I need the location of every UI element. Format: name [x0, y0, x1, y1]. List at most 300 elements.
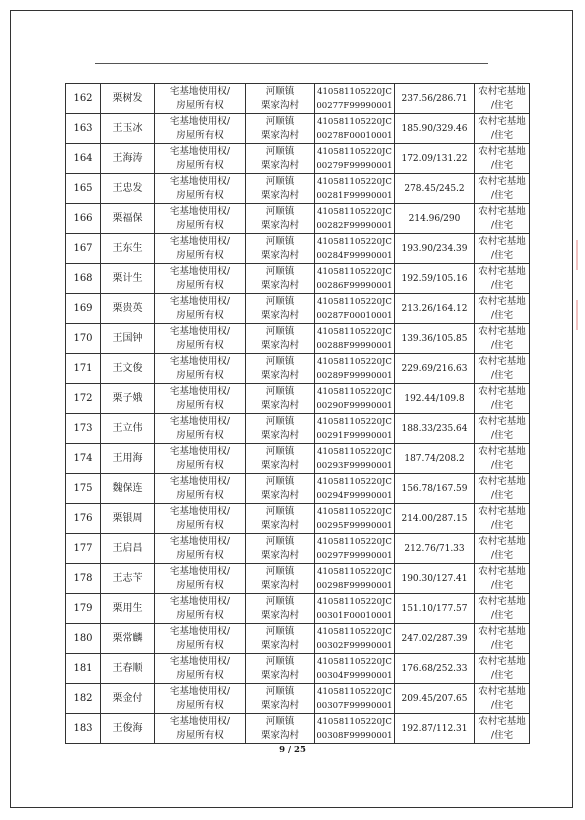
area-cell: 247.02/287.39	[395, 624, 475, 654]
usage-cell-line: 农村宅基地	[478, 115, 526, 127]
table-row	[66, 624, 530, 654]
usage-cell	[475, 174, 530, 204]
table-row	[66, 474, 530, 504]
unit-code-cell-line: 410581105220JC	[317, 506, 392, 517]
right-type-cell	[155, 564, 246, 594]
right-type-cell	[155, 504, 246, 534]
usage-cell-line: /住宅	[490, 519, 514, 531]
unit-code-cell-line: 410581105220JC	[317, 596, 392, 607]
right-type-cell-line: 宅基地使用权/	[169, 475, 231, 487]
unit-code-cell	[315, 324, 395, 354]
location-cell-line: 河顺镇	[265, 295, 295, 307]
unit-code-cell-line: 410581105220JC	[317, 116, 392, 127]
unit-code-cell	[315, 234, 395, 264]
usage-cell-line: /住宅	[490, 609, 514, 621]
usage-cell	[475, 444, 530, 474]
usage-cell	[475, 234, 530, 264]
area-cell: 209.45/207.65	[395, 684, 475, 714]
unit-code-cell-line: 00297F99990001	[316, 550, 393, 561]
right-type-cell-line: 宅基地使用权/	[169, 655, 231, 667]
usage-cell	[475, 324, 530, 354]
location-cell-line: 栗家沟村	[260, 489, 299, 501]
unit-code-cell-line: 410581105220JC	[317, 386, 392, 397]
usage-cell-line: 农村宅基地	[478, 85, 526, 97]
usage-cell-line: 农村宅基地	[478, 625, 526, 637]
unit-code-cell	[315, 714, 395, 744]
unit-code-cell-line: 00287F00010001	[316, 310, 393, 321]
right-type-cell-line: 房屋所有权	[176, 489, 224, 501]
row-number-cell: 172	[66, 384, 101, 414]
right-type-cell	[155, 114, 246, 144]
area-cell: 139.36/105.85	[395, 324, 475, 354]
location-cell-line: 河顺镇	[265, 385, 295, 397]
location-cell-line: 河顺镇	[265, 655, 295, 667]
right-type-cell-line: 房屋所有权	[176, 549, 224, 561]
unit-code-cell-line: 00286F99990001	[316, 280, 393, 291]
table-row	[66, 444, 530, 474]
unit-code-cell-line: 410581105220JC	[317, 476, 392, 487]
right-type-cell-line: 宅基地使用权/	[169, 145, 231, 157]
location-cell-line: 河顺镇	[265, 145, 295, 157]
right-type-cell-line: 房屋所有权	[176, 729, 224, 741]
location-cell	[246, 354, 315, 384]
unit-code-cell	[315, 264, 395, 294]
unit-code-cell-line: 410581105220JC	[317, 146, 392, 157]
usage-cell-line: /住宅	[490, 219, 514, 231]
location-cell-line: 栗家沟村	[260, 129, 299, 141]
table-row	[66, 204, 530, 234]
right-type-cell	[155, 174, 246, 204]
table-row	[66, 654, 530, 684]
row-number-cell: 181	[66, 654, 101, 684]
usage-cell-line: 农村宅基地	[478, 535, 526, 547]
usage-cell-line: /住宅	[490, 669, 514, 681]
location-cell-line: 河顺镇	[265, 325, 295, 337]
right-type-cell-line: 宅基地使用权/	[169, 355, 231, 367]
location-cell-line: 河顺镇	[265, 715, 295, 727]
right-type-cell	[155, 84, 246, 114]
right-type-cell-line: 房屋所有权	[176, 639, 224, 651]
location-cell-line: 栗家沟村	[260, 609, 299, 621]
right-type-cell-line: 宅基地使用权/	[169, 205, 231, 217]
usage-cell-line: /住宅	[490, 189, 514, 201]
unit-code-cell	[315, 414, 395, 444]
right-type-cell	[155, 324, 246, 354]
row-number-cell: 167	[66, 234, 101, 264]
location-cell	[246, 324, 315, 354]
unit-code-cell	[315, 114, 395, 144]
location-cell	[246, 204, 315, 234]
unit-code-cell-line: 00288F99990001	[316, 340, 393, 351]
usage-cell-line: 农村宅基地	[478, 355, 526, 367]
right-type-cell	[155, 264, 246, 294]
unit-code-cell	[315, 684, 395, 714]
unit-code-cell-line: 410581105220JC	[317, 536, 392, 547]
usage-cell-line: 农村宅基地	[478, 325, 526, 337]
location-cell	[246, 534, 315, 564]
unit-code-cell	[315, 624, 395, 654]
usage-cell-line: 农村宅基地	[478, 505, 526, 517]
usage-cell-line: /住宅	[490, 249, 514, 261]
owner-name-cell: 栗计生	[101, 264, 155, 294]
right-type-cell-line: 宅基地使用权/	[169, 625, 231, 637]
row-number-cell: 168	[66, 264, 101, 294]
right-type-cell	[155, 654, 246, 684]
usage-cell-line: /住宅	[490, 489, 514, 501]
area-cell: 188.33/235.64	[395, 414, 475, 444]
location-cell-line: 河顺镇	[265, 445, 295, 457]
location-cell-line: 栗家沟村	[260, 729, 299, 741]
usage-cell	[475, 114, 530, 144]
location-cell-line: 河顺镇	[265, 265, 295, 277]
usage-cell-line: /住宅	[490, 639, 514, 651]
owner-name-cell: 栗银周	[101, 504, 155, 534]
right-type-cell-line: 宅基地使用权/	[169, 535, 231, 547]
area-cell: 278.45/245.2	[395, 174, 475, 204]
right-type-cell-line: 房屋所有权	[176, 669, 224, 681]
row-number-cell: 178	[66, 564, 101, 594]
usage-cell-line: 农村宅基地	[478, 685, 526, 697]
usage-cell-line: /住宅	[490, 339, 514, 351]
usage-cell-line: /住宅	[490, 309, 514, 321]
usage-cell-line: /住宅	[490, 459, 514, 471]
location-cell	[246, 504, 315, 534]
right-type-cell-line: 房屋所有权	[176, 369, 224, 381]
unit-code-cell	[315, 174, 395, 204]
area-cell: 214.00/287.15	[395, 504, 475, 534]
usage-cell	[475, 354, 530, 384]
right-type-cell	[155, 714, 246, 744]
unit-code-cell-line: 410581105220JC	[317, 266, 392, 277]
area-cell: 156.78/167.59	[395, 474, 475, 504]
unit-code-cell-line: 00302F99990001	[316, 640, 393, 651]
unit-code-cell	[315, 204, 395, 234]
table-row	[66, 354, 530, 384]
location-cell-line: 河顺镇	[265, 85, 295, 97]
usage-cell-line: 农村宅基地	[478, 295, 526, 307]
location-cell	[246, 654, 315, 684]
owner-name-cell: 栗常麟	[101, 624, 155, 654]
unit-code-cell-line: 410581105220JC	[317, 566, 392, 577]
usage-cell-line: /住宅	[490, 429, 514, 441]
row-number-cell: 180	[66, 624, 101, 654]
location-cell	[246, 84, 315, 114]
location-cell	[246, 414, 315, 444]
right-type-cell-line: 房屋所有权	[176, 459, 224, 471]
usage-cell	[475, 204, 530, 234]
right-type-cell	[155, 354, 246, 384]
unit-code-cell-line: 00289F99990001	[316, 370, 393, 381]
usage-cell	[475, 594, 530, 624]
table-row	[66, 684, 530, 714]
right-type-cell	[155, 294, 246, 324]
owner-name-cell: 王国钟	[101, 324, 155, 354]
unit-code-cell-line: 00307F99990001	[316, 700, 393, 711]
area-cell: 192.87/112.31	[395, 714, 475, 744]
usage-cell-line: /住宅	[490, 549, 514, 561]
unit-code-cell-line: 00284F99990001	[316, 250, 393, 261]
unit-code-cell-line: 410581105220JC	[317, 716, 392, 727]
location-cell	[246, 264, 315, 294]
usage-cell-line: /住宅	[490, 579, 514, 591]
unit-code-cell	[315, 594, 395, 624]
owner-name-cell: 王玉冰	[101, 114, 155, 144]
row-number-cell: 171	[66, 354, 101, 384]
area-cell: 214.96/290	[395, 204, 475, 234]
unit-code-cell-line: 410581105220JC	[317, 656, 392, 667]
unit-code-cell	[315, 444, 395, 474]
right-type-cell	[155, 384, 246, 414]
usage-cell-line: /住宅	[490, 729, 514, 741]
right-type-cell-line: 宅基地使用权/	[169, 385, 231, 397]
area-cell: 237.56/286.71	[395, 84, 475, 114]
unit-code-cell-line: 00308F99990001	[316, 730, 393, 741]
table-row	[66, 234, 530, 264]
unit-code-cell	[315, 504, 395, 534]
right-type-cell	[155, 534, 246, 564]
location-cell-line: 河顺镇	[265, 355, 295, 367]
owner-name-cell: 王文俊	[101, 354, 155, 384]
usage-cell-line: 农村宅基地	[478, 175, 526, 187]
owner-name-cell: 栗贵英	[101, 294, 155, 324]
location-cell	[246, 234, 315, 264]
row-number-cell: 182	[66, 684, 101, 714]
location-cell	[246, 594, 315, 624]
location-cell-line: 河顺镇	[265, 115, 295, 127]
unit-code-cell-line: 00290F99990001	[316, 400, 393, 411]
unit-code-cell-line: 00304F99990001	[316, 670, 393, 681]
unit-code-cell-line: 410581105220JC	[317, 446, 392, 457]
owner-name-cell: 王俊海	[101, 714, 155, 744]
unit-code-cell-line: 410581105220JC	[317, 416, 392, 427]
row-number-cell: 170	[66, 324, 101, 354]
location-cell	[246, 714, 315, 744]
right-type-cell-line: 房屋所有权	[176, 249, 224, 261]
location-cell-line: 栗家沟村	[260, 309, 299, 321]
owner-name-cell: 栗子娥	[101, 384, 155, 414]
right-type-cell-line: 宅基地使用权/	[169, 115, 231, 127]
usage-cell-line: 农村宅基地	[478, 565, 526, 577]
row-number-cell: 166	[66, 204, 101, 234]
unit-code-cell	[315, 144, 395, 174]
owner-name-cell: 魏保连	[101, 474, 155, 504]
table-row	[66, 504, 530, 534]
owner-name-cell: 王立伟	[101, 414, 155, 444]
table-row	[66, 564, 530, 594]
table-row	[66, 414, 530, 444]
usage-cell	[475, 264, 530, 294]
area-cell: 176.68/252.33	[395, 654, 475, 684]
row-number-cell: 177	[66, 534, 101, 564]
unit-code-cell	[315, 654, 395, 684]
row-number-cell: 163	[66, 114, 101, 144]
table-row	[66, 324, 530, 354]
location-cell	[246, 174, 315, 204]
row-number-cell: 165	[66, 174, 101, 204]
owner-name-cell: 王志苄	[101, 564, 155, 594]
unit-code-cell-line: 00282F99990001	[316, 220, 393, 231]
area-cell: 229.69/216.63	[395, 354, 475, 384]
location-cell-line: 栗家沟村	[260, 699, 299, 711]
right-type-cell-line: 房屋所有权	[176, 519, 224, 531]
area-cell: 151.10/177.57	[395, 594, 475, 624]
registration-table	[65, 83, 530, 744]
right-type-cell-line: 宅基地使用权/	[169, 325, 231, 337]
owner-name-cell: 王忠发	[101, 174, 155, 204]
location-cell	[246, 144, 315, 174]
unit-code-cell-line: 410581105220JC	[317, 206, 392, 217]
row-number-cell: 164	[66, 144, 101, 174]
unit-code-cell-line: 410581105220JC	[317, 326, 392, 337]
right-type-cell-line: 房屋所有权	[176, 129, 224, 141]
usage-cell	[475, 624, 530, 654]
right-type-cell-line: 宅基地使用权/	[169, 685, 231, 697]
usage-cell	[475, 474, 530, 504]
area-cell: 192.59/105.16	[395, 264, 475, 294]
owner-name-cell: 栗用生	[101, 594, 155, 624]
location-cell-line: 河顺镇	[265, 235, 295, 247]
usage-cell-line: 农村宅基地	[478, 655, 526, 667]
area-cell: 172.09/131.22	[395, 144, 475, 174]
table-row	[66, 264, 530, 294]
unit-code-cell-line: 410581105220JC	[317, 176, 392, 187]
location-cell-line: 河顺镇	[265, 625, 295, 637]
usage-cell	[475, 714, 530, 744]
usage-cell	[475, 84, 530, 114]
area-cell: 193.90/234.39	[395, 234, 475, 264]
location-cell-line: 栗家沟村	[260, 219, 299, 231]
usage-cell-line: 农村宅基地	[478, 415, 526, 427]
location-cell-line: 栗家沟村	[260, 519, 299, 531]
location-cell-line: 栗家沟村	[260, 669, 299, 681]
location-cell-line: 河顺镇	[265, 415, 295, 427]
right-type-cell-line: 宅基地使用权/	[169, 265, 231, 277]
location-cell-line: 栗家沟村	[260, 369, 299, 381]
right-type-cell	[155, 624, 246, 654]
right-type-cell	[155, 474, 246, 504]
usage-cell-line: /住宅	[490, 129, 514, 141]
row-number-cell: 183	[66, 714, 101, 744]
location-cell-line: 河顺镇	[265, 505, 295, 517]
usage-cell-line: 农村宅基地	[478, 595, 526, 607]
location-cell	[246, 564, 315, 594]
right-type-cell	[155, 234, 246, 264]
location-cell-line: 河顺镇	[265, 475, 295, 487]
owner-name-cell: 王海涛	[101, 144, 155, 174]
area-cell: 192.44/109.8	[395, 384, 475, 414]
location-cell-line: 栗家沟村	[260, 399, 299, 411]
seal-stamp-fragment	[566, 300, 578, 330]
right-type-cell-line: 宅基地使用权/	[169, 715, 231, 727]
usage-cell-line: 农村宅基地	[478, 145, 526, 157]
usage-cell-line: 农村宅基地	[478, 385, 526, 397]
location-cell-line: 河顺镇	[265, 205, 295, 217]
seal-stamp-fragment	[566, 240, 578, 270]
usage-cell-line: /住宅	[490, 99, 514, 111]
unit-code-cell-line: 00278F00010001	[316, 130, 393, 141]
owner-name-cell: 栗金付	[101, 684, 155, 714]
location-cell-line: 河顺镇	[265, 685, 295, 697]
row-number-cell: 179	[66, 594, 101, 624]
right-type-cell-line: 房屋所有权	[176, 99, 224, 111]
location-cell	[246, 444, 315, 474]
location-cell-line: 河顺镇	[265, 535, 295, 547]
usage-cell-line: 农村宅基地	[478, 715, 526, 727]
right-type-cell-line: 宅基地使用权/	[169, 295, 231, 307]
right-type-cell-line: 宅基地使用权/	[169, 235, 231, 247]
location-cell-line: 栗家沟村	[260, 639, 299, 651]
right-type-cell	[155, 684, 246, 714]
owner-name-cell: 王东生	[101, 234, 155, 264]
unit-code-cell-line: 00294F99990001	[316, 490, 393, 501]
unit-code-cell-line: 00293F99990001	[316, 460, 393, 471]
area-cell: 190.30/127.41	[395, 564, 475, 594]
usage-cell-line: /住宅	[490, 159, 514, 171]
usage-cell	[475, 654, 530, 684]
unit-code-cell	[315, 84, 395, 114]
owner-name-cell: 栗树发	[101, 84, 155, 114]
location-cell-line: 栗家沟村	[260, 279, 299, 291]
table-row	[66, 174, 530, 204]
unit-code-cell-line: 00277F99990001	[316, 100, 393, 111]
row-number-cell: 169	[66, 294, 101, 324]
location-cell-line: 栗家沟村	[260, 99, 299, 111]
row-number-cell: 174	[66, 444, 101, 474]
usage-cell	[475, 414, 530, 444]
right-type-cell-line: 宅基地使用权/	[169, 415, 231, 427]
right-type-cell	[155, 414, 246, 444]
location-cell-line: 栗家沟村	[260, 249, 299, 261]
location-cell	[246, 294, 315, 324]
right-type-cell-line: 房屋所有权	[176, 609, 224, 621]
location-cell-line: 栗家沟村	[260, 579, 299, 591]
usage-cell-line: 农村宅基地	[478, 445, 526, 457]
usage-cell	[475, 534, 530, 564]
row-number-cell: 173	[66, 414, 101, 444]
area-cell: 212.76/71.33	[395, 534, 475, 564]
row-number-cell: 176	[66, 504, 101, 534]
unit-code-cell-line: 00298F99990001	[316, 580, 393, 591]
usage-cell-line: 农村宅基地	[478, 205, 526, 217]
usage-cell-line: /住宅	[490, 279, 514, 291]
area-cell: 187.74/208.2	[395, 444, 475, 474]
registration-table-body	[66, 84, 530, 744]
right-type-cell-line: 房屋所有权	[176, 399, 224, 411]
right-type-cell-line: 房屋所有权	[176, 279, 224, 291]
row-number-cell: 175	[66, 474, 101, 504]
unit-code-cell-line: 410581105220JC	[317, 296, 392, 307]
unit-code-cell-line: 410581105220JC	[317, 626, 392, 637]
page-number: 9 / 25	[279, 745, 306, 755]
usage-cell-line: /住宅	[490, 369, 514, 381]
usage-cell	[475, 294, 530, 324]
right-type-cell	[155, 144, 246, 174]
owner-name-cell: 栗福保	[101, 204, 155, 234]
right-type-cell-line: 宅基地使用权/	[169, 85, 231, 97]
location-cell-line: 栗家沟村	[260, 159, 299, 171]
table-row	[66, 534, 530, 564]
right-type-cell	[155, 204, 246, 234]
location-cell	[246, 684, 315, 714]
unit-code-cell-line: 00279F99990001	[316, 160, 393, 171]
unit-code-cell-line: 410581105220JC	[317, 236, 392, 247]
right-type-cell-line: 宅基地使用权/	[169, 565, 231, 577]
right-type-cell-line: 房屋所有权	[176, 699, 224, 711]
table-row	[66, 84, 530, 114]
header-rule	[95, 63, 488, 64]
right-type-cell-line: 宅基地使用权/	[169, 595, 231, 607]
right-type-cell-line: 宅基地使用权/	[169, 505, 231, 517]
